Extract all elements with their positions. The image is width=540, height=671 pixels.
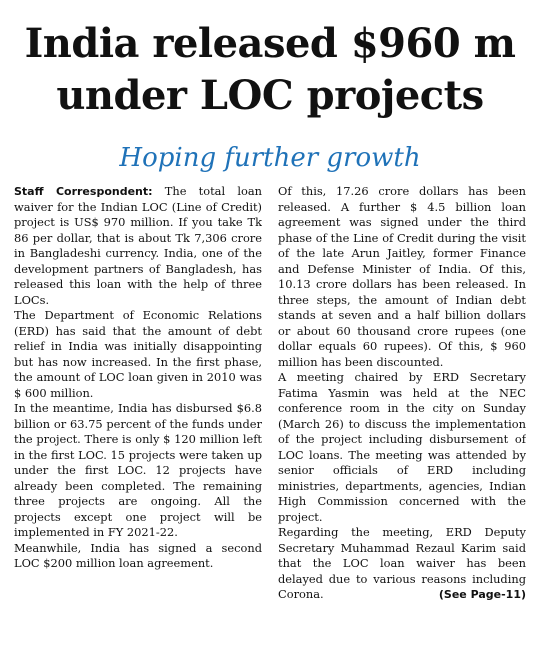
- headline-line-2: under LOC projects: [56, 72, 484, 119]
- headline-line-1: India released $960 m: [24, 20, 516, 67]
- paragraph-6: [278, 525, 526, 603]
- paragraph-4-continued: Of this, 17.26 crore dollars has been released. A further $ 4.5 billion loan agreement was signed under the third phase of the Line of Credit during the visit of the late Arun Jaitley, former Finance and Defense Minister of India. Of this, 10.13 crore dollars has been released. In three steps, the amount of Indian debt stands at seven and a half billion dollars or about 60 thousand crore rupees (one dollar equals 60 rupees). Of this, $ 960 million has been discounted.: [278, 184, 526, 369]
- headline: [0, 18, 540, 122]
- byline: Staff Correspondent:: [14, 185, 153, 198]
- paragraph-1: [14, 184, 262, 308]
- column-right: [278, 184, 526, 668]
- column-left: [14, 184, 262, 668]
- paragraph-2: The Department of Economic Relations (ERD) has said that the amount of debt relief in India was initially disappointing but has now increased. In the first phase, the amount of LOC loan given in 2010 was $ 600 million.: [14, 308, 262, 400]
- subheadline: Hoping further growth: [119, 143, 421, 173]
- paragraph-3: In the meantime, India has disbursed $6.8 billion or 63.75 percent of the funds under the project. There is only $ 120 million left in the first LOC. 15 projects were taken up under the first LOC. 12 projects have already been completed. The remaining three projects are ongoing. All the projects except one project will be implemented in FY 2021-22.: [14, 401, 262, 539]
- article-body: [14, 184, 526, 668]
- paragraph-1-text: The total loan waiver for the Indian LOC (Line of Credit) project is US$ 970 million. If you take Tk 86 per dollar, that is about Tk 7,306 crore in Bangladeshi currency. India, one of the development partners of Bangladesh, has released this loan with the help of three LOCs.: [14, 184, 262, 307]
- continued-on-page-link[interactable]: (See Page-11): [438, 588, 526, 601]
- paragraph-6-text: Regarding the meeting, ERD Deputy Secretary Muhammad Rezaul Karim said that the LOC loan waiver has been delayed due to various reasons including Corona.: [278, 525, 526, 601]
- paragraph-5: A meeting chaired by ERD Secretary Fatima Yasmin was held at the NEC conference room in the city on Sunday (March 26) to discuss the implementation of the project including disbursement of LOC loans. The meeting was attended by senior officials of ERD including ministries, departments, agencies, Indian High Commission concerned with the project.: [278, 370, 526, 524]
- paragraph-4-start: Meanwhile, India has signed a second LOC $200 million loan agreement.: [14, 540, 262, 570]
